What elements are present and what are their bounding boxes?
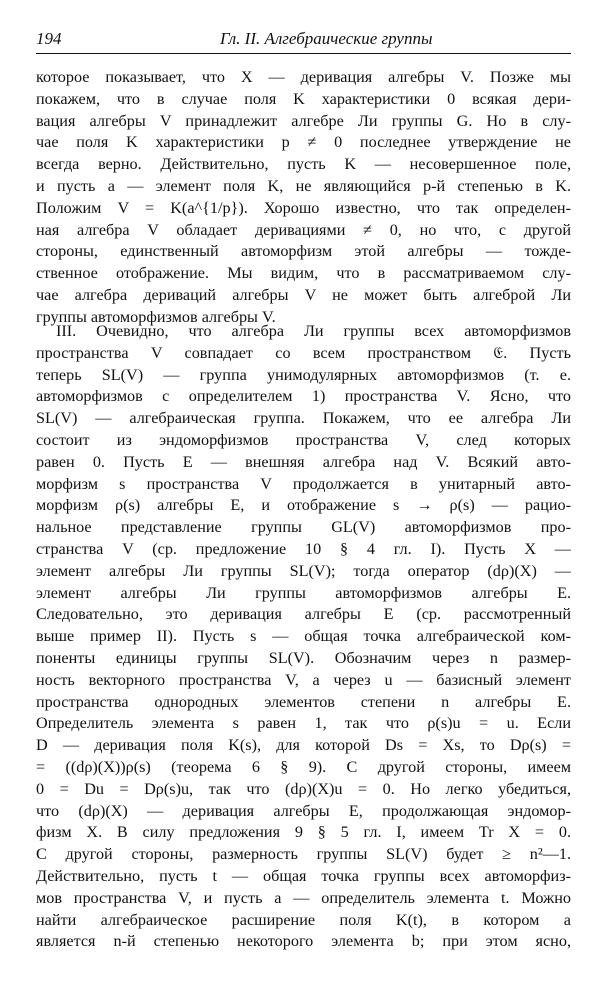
text-line: морфизм s пространства V продолжается в унитарный авто- bbox=[36, 474, 571, 493]
text-line: выше пример II). Пусть s — общая точка алгебраической ком- bbox=[36, 627, 571, 646]
text-line: элемент алгебры Ли группы автоморфизмов алгебры E. bbox=[36, 583, 571, 602]
text-line: покажем, что в случае поля K характеристики 0 всякая дери- bbox=[36, 89, 571, 108]
text-line: ственное отображение. Мы видим, что в рассматриваемом слу- bbox=[36, 264, 571, 283]
text-line: поненты единицы группы SL(V). Обозначим через n размер- bbox=[36, 648, 571, 667]
text-line: мов пространства V, и пусть a — определитель элемента t. Можно bbox=[36, 888, 571, 907]
text-line: чае алгебра дериваций алгебры V не может быть алгеброй Ли bbox=[36, 285, 571, 304]
text-line: элемент алгебры Ли группы SL(V); тогда оператор (dρ)(X) — bbox=[36, 561, 571, 580]
text-line: найти алгебраическое расширение поля K(t), в котором a bbox=[36, 910, 571, 929]
paragraph-1 bbox=[36, 67, 571, 329]
text-line: морфизм ρ(s) алгебры E, и отображение s → ρ(s) — рацио- bbox=[36, 496, 571, 515]
text-line: 0 = Du = Dρ(s)u, так что (dρ)(X)u = 0. Но легко убедиться, bbox=[36, 779, 571, 798]
text-line: ная алгебра V обладает деривациями ≠ 0, но что, с другой bbox=[36, 220, 571, 239]
paragraph-2 bbox=[36, 321, 571, 953]
text-line: Положим V = K(a^{1/p}). Хорошо известно, что так определен- bbox=[36, 198, 571, 217]
text-line: Определитель элемента s равен 1, так что ρ(s)u = u. Если bbox=[36, 714, 571, 733]
text-line: чае поля K характеристики p ≠ 0 последнее утверждение не bbox=[36, 133, 571, 152]
text-line: пространства V совпадает со всем пространством 𝔈. Пусть bbox=[36, 343, 571, 362]
text-line: III. Очевидно, что алгебра Ли группы всех автоморфизмов bbox=[56, 322, 571, 340]
text-line: теперь SL(V) — группа унимодулярных автоморфизмов (т. е. bbox=[36, 365, 571, 384]
running-head: Гл. II. Алгебраические группы bbox=[220, 29, 433, 48]
text-line: пространства однородных элементов степени n алгебры E. bbox=[36, 692, 571, 711]
text-line: нальное представление группы GL(V) автоморфизмов про- bbox=[36, 518, 571, 537]
text-line: = ((dρ)(X))ρ(s) (теорема 6 § 9). С другой стороны, имеем bbox=[36, 757, 571, 776]
text-line: группы автоморфизмов алгебры V. bbox=[36, 307, 276, 326]
text-line: Следовательно, это деривация алгебры E (ср. рассмотренный bbox=[36, 605, 571, 624]
text-line: физм X. В силу предложения 9 § 5 гл. I, имеем Tr X = 0. bbox=[36, 823, 571, 842]
text-line: состоит из эндоморфизмов пространства V, след которых bbox=[36, 430, 571, 449]
text-line: равен 0. Пусть E — внешняя алгебра над V. Всякий авто- bbox=[36, 452, 571, 471]
page-header bbox=[36, 27, 571, 54]
text-line: которое показывает, что X — деривация алгебры V. Позже мы bbox=[36, 68, 571, 86]
text-line: автоморфизмов с определителем 1) пространства V. Ясно, что bbox=[36, 387, 571, 406]
text-line: С другой стороны, размерность группы SL(V) будет ≥ n²—1. bbox=[36, 845, 571, 864]
text-line: SL(V) — алгебраическая группа. Покажем, что ее алгебра Ли bbox=[36, 409, 571, 428]
text-line: и пусть a — элемент поля K, не являющийся p-й степенью в K. bbox=[36, 176, 571, 195]
text-line: ность векторного пространства V, а через u — базисный элемент bbox=[36, 670, 571, 689]
text-line: всегда верно. Действительно, пусть K — несовершенное поле, bbox=[36, 155, 571, 174]
text-line: странства V (ср. предложение 10 § 4 гл. I). Пусть X — bbox=[36, 539, 571, 558]
text-line: стороны, единственный автоморфизм этой алгебры — тожде- bbox=[36, 242, 571, 261]
page-number: 194 bbox=[36, 29, 62, 48]
text-line: Действительно, пусть t — общая точка группы всех автоморфиз- bbox=[36, 866, 571, 885]
text-line: является n-й степенью некоторого элемента b; при этом ясно, bbox=[36, 932, 571, 951]
text-line: что (dρ)(X) — деривация алгебры E, продолжающая эндомор- bbox=[36, 801, 571, 820]
text-line: D — деривация поля K(s), для которой Ds = Xs, то Dρ(s) = bbox=[36, 736, 571, 755]
text-line: вация алгебры V принадлежит алгебре Ли группы G. Но в слу- bbox=[36, 111, 571, 130]
